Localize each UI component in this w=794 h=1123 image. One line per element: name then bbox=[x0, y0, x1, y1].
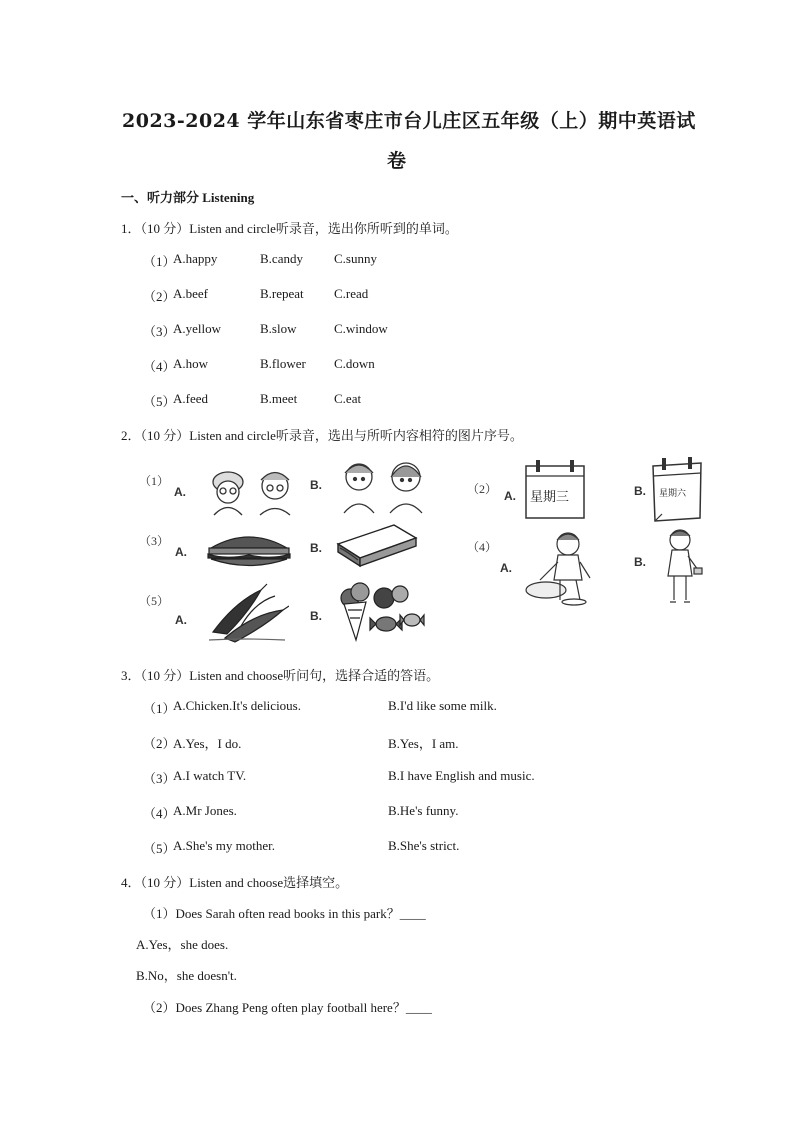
q1-option-b: B.candy bbox=[260, 251, 303, 266]
q3-option-a: A.Yes，I do. bbox=[173, 736, 242, 751]
ice-cream-and-candy-illustration bbox=[336, 580, 426, 644]
two-people-illustration bbox=[334, 455, 434, 515]
q3-option-a: A.She's my mother. bbox=[173, 838, 276, 853]
q2-label-a: A. bbox=[175, 613, 187, 627]
calendar-day-text: 星期三 bbox=[530, 490, 570, 505]
question-1-stem: 1．（10 分）Listen and circle听录音，选出你所听到的单词。 bbox=[121, 221, 458, 236]
q1-item-number: （3） bbox=[143, 324, 176, 339]
question-3-stem: 3．（10 分）Listen and choose听问句，选择合适的答语。 bbox=[121, 668, 440, 683]
q1-option-b: B.meet bbox=[260, 391, 298, 406]
page-title-line2: 卷 bbox=[387, 150, 407, 172]
q2-label-a: A. bbox=[174, 485, 186, 499]
hamburger-illustration bbox=[205, 528, 293, 572]
q1-item-number: （2） bbox=[143, 289, 176, 304]
q4-sub-question-1: （1）Does Sarah often read books in this park？____ bbox=[143, 906, 426, 921]
q1-option-c: C.read bbox=[334, 286, 369, 301]
section-heading-listening: 一、听力部分 Listening bbox=[121, 190, 255, 205]
q4-sub-question-1-option-b: B.No，she doesn't. bbox=[136, 968, 237, 983]
q3-option-a: A.Mr Jones. bbox=[173, 803, 237, 818]
q1-option-a: A.yellow bbox=[173, 321, 222, 336]
q1-option-a: A.how bbox=[173, 356, 209, 371]
q2-pic-number-1: （1） bbox=[139, 474, 170, 488]
q3-item-number: （3） bbox=[143, 771, 176, 786]
q3-item-number: （1） bbox=[143, 701, 176, 716]
q2-label-a: A. bbox=[504, 489, 516, 503]
calendar-day-text: 星期六 bbox=[659, 489, 687, 499]
q3-option-b: B.I'd like some milk. bbox=[388, 698, 497, 713]
q1-option-a: A.beef bbox=[173, 286, 209, 301]
question-4-stem: 4．（10 分）Listen and choose选择填空。 bbox=[121, 875, 349, 890]
q2-label-b: B. bbox=[634, 555, 646, 569]
q4-sub-question-1-option-a: A.Yes，she does. bbox=[136, 937, 229, 952]
sandwich-illustration bbox=[334, 522, 418, 572]
q2-pic-number-4: （4） bbox=[467, 540, 498, 554]
question-2-stem: 2．（10 分）Listen and circle听录音，选出与所听内容相符的图片序号。 bbox=[121, 428, 523, 443]
q3-option-b: B.Yes，I am. bbox=[388, 736, 459, 751]
vegetables-illustration bbox=[205, 582, 289, 644]
q3-option-b: B.I have English and music. bbox=[388, 768, 535, 783]
q1-option-b: B.repeat bbox=[260, 286, 304, 301]
q2-pic-number-3: （3） bbox=[139, 534, 170, 548]
q1-option-b: B.slow bbox=[260, 321, 297, 336]
q1-option-c: C.eat bbox=[334, 391, 362, 406]
q4-sub-question-2: （2）Does Zhang Peng often play football here？____ bbox=[143, 1000, 432, 1015]
q1-item-number: （5） bbox=[143, 394, 176, 409]
q3-option-b: B.She's strict. bbox=[388, 838, 460, 853]
q1-item-number: （4） bbox=[143, 359, 176, 374]
boy-standing-illustration bbox=[660, 526, 706, 606]
q3-item-number: （5） bbox=[143, 841, 176, 856]
q2-pic-number-5: （5） bbox=[139, 594, 170, 608]
two-people-glasses-illustration bbox=[200, 460, 300, 518]
q1-option-b: B.flower bbox=[260, 356, 306, 371]
page-title-line1: 2023-2024 学年山东省枣庄市台儿庄区五年级（上）期中英语试 bbox=[122, 110, 696, 132]
calendar-saturday-illustration bbox=[650, 456, 704, 524]
q3-option-a: A.I watch TV. bbox=[173, 768, 247, 783]
q3-option-b: B.He's funny. bbox=[388, 803, 459, 818]
q2-label-b: B. bbox=[310, 478, 322, 492]
q1-item-number: （1） bbox=[143, 254, 176, 269]
calendar-wednesday-illustration bbox=[524, 458, 586, 520]
q1-option-c: C.sunny bbox=[334, 251, 377, 266]
q2-label-a: A. bbox=[500, 561, 512, 575]
q1-option-c: C.window bbox=[334, 321, 388, 336]
q2-label-a: A. bbox=[175, 545, 187, 559]
q3-option-a: A.Chicken.It's delicious. bbox=[173, 698, 301, 713]
q3-item-number: （2） bbox=[143, 736, 176, 751]
q2-pic-number-2: （2） bbox=[467, 482, 498, 496]
q3-item-number: （4） bbox=[143, 806, 176, 821]
q2-label-b: B. bbox=[310, 609, 322, 623]
q1-option-c: C.down bbox=[334, 356, 375, 371]
q2-label-b: B. bbox=[310, 541, 322, 555]
boy-washing-clothes-illustration bbox=[524, 528, 604, 606]
q1-option-a: A.feed bbox=[173, 391, 209, 406]
q2-label-b: B. bbox=[634, 484, 646, 498]
q1-option-a: A.happy bbox=[173, 251, 218, 266]
